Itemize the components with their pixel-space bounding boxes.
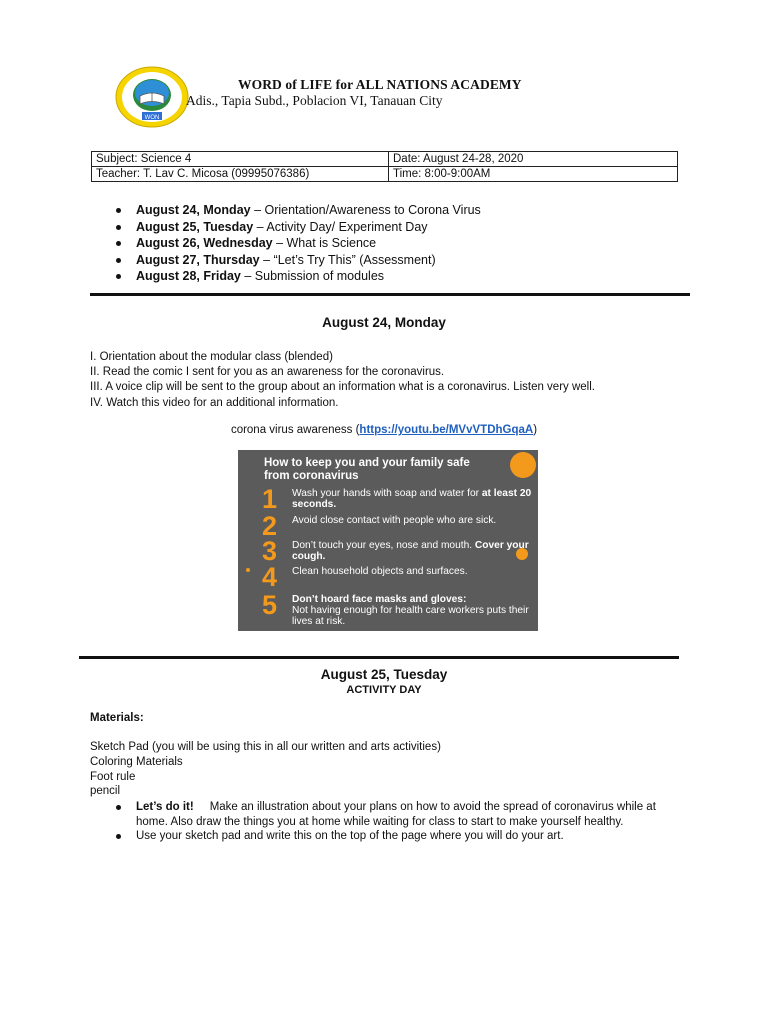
school-logo — [114, 66, 190, 128]
bullet-icon — [116, 274, 121, 279]
subject-cell: Subject: Science 4 — [92, 152, 389, 167]
section-heading-monday: August 24, Monday — [322, 315, 446, 330]
list-item: Let’s do it! Make an illustration about your plans on how to avoid the spread of coronavirus while at home. Also draw the things you at home while waiting for class to start to make yourself healthy. — [116, 800, 656, 829]
svg-text:WON: WON — [144, 115, 160, 121]
video-link[interactable]: https://youtu.be/MVvVTDhGqaA — [359, 424, 534, 436]
bullet-icon — [116, 834, 121, 839]
list-item: August 24, Monday – Orientation/Awareness to Corona Virus — [116, 202, 481, 219]
list-item: August 28, Friday – Submission of modules — [116, 268, 481, 285]
activity-tasks — [116, 800, 660, 844]
time-cell: Time: 8:00-9:00AM — [389, 167, 678, 182]
list-item: August 27, Thursday – “Let’s Try This” (Assessment) — [116, 252, 481, 269]
bullet-icon — [116, 225, 121, 230]
bullet-icon — [116, 805, 121, 810]
video-link-line: corona virus awareness (https://youtu.be/MVvVTDhGqaA) — [230, 424, 538, 436]
virus-icon — [510, 452, 536, 478]
bullet-icon — [116, 208, 121, 213]
materials-list — [90, 740, 441, 799]
info-table — [91, 151, 678, 182]
bullet-icon — [116, 241, 121, 246]
materials-label: Materials: — [90, 712, 144, 724]
instructions — [90, 350, 595, 411]
list-item: pencil — [90, 785, 121, 798]
bullet-icon — [116, 258, 121, 263]
list-item: Coloring Materials — [90, 755, 183, 768]
schedule-list — [116, 202, 481, 285]
school-address: Adis., Tapia Subd., Poblacion VI, Tanauan City — [186, 93, 443, 108]
coronavirus-safety-infographic: How to keep you and your family safe from coronavirus 1 Wash your hands with soap and water for at least 20 seconds. 2 Avoid close contact with people who are sick. 3 Don’t touch your eyes, nose and mouth. Cover your cough. 4 Clean household objects and surfaces. 5 Don’t hoard face masks and gloves: Not having enough for health care workers puts their lives at risk. — [238, 450, 538, 631]
date-cell: Date: August 24-28, 2020 — [389, 152, 678, 167]
list-item: Foot rule — [90, 770, 136, 783]
list-item: August 26, Wednesday – What is Science — [116, 235, 481, 252]
instruction-line: IV. Watch this video for an additional information. — [90, 396, 339, 409]
instruction-line: I. Orientation about the modular class (blended) — [90, 351, 333, 363]
list-item: Sketch Pad (you will be using this in all our written and arts activities) — [90, 741, 441, 753]
poster-title: How to keep you and your family safe from coronavirus — [264, 457, 470, 482]
section-divider — [90, 293, 690, 296]
section-divider — [79, 656, 679, 659]
virus-icon — [246, 568, 250, 572]
teacher-cell: Teacher: T. Lav C. Micosa (09995076386) — [92, 167, 389, 182]
school-name: WORD of LIFE for ALL NATIONS ACADEMY — [238, 77, 522, 92]
instruction-line: III. A voice clip will be sent to the group about an information what is a coronavirus. Listen very well. — [90, 381, 595, 394]
activity-day-label: ACTIVITY DAY — [346, 684, 422, 696]
list-item: August 25, Tuesday – Activity Day/ Experiment Day — [116, 219, 481, 236]
list-item: Use your sketch pad and write this on the top of the page where you will do your art. — [116, 829, 656, 844]
section-heading-tuesday: August 25, Tuesday — [320, 667, 448, 682]
instruction-line: II. Read the comic I sent for you as an awareness for the coronavirus. — [90, 366, 445, 379]
